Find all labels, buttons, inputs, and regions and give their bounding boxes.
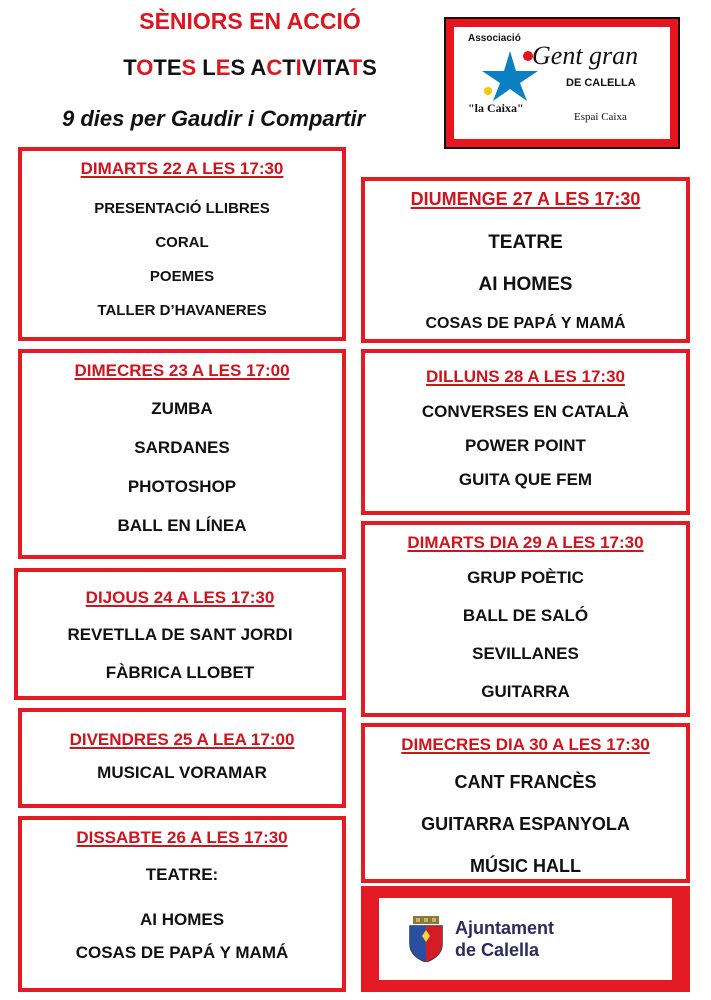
activity-item: GUITARRA ESPANYOLA xyxy=(421,814,630,834)
subtitle-part: I xyxy=(316,55,323,80)
page-title: SÈNIORS EN ACCIÓ xyxy=(139,8,361,34)
day-box-tue29 xyxy=(361,521,690,717)
activity-item: SARDANES xyxy=(134,438,230,457)
ajuntament-text-line1: Ajuntament xyxy=(455,918,554,938)
subtitle-part: C xyxy=(266,55,283,80)
activity-item: PHOTOSHOP xyxy=(127,477,237,496)
day-box-tue22 xyxy=(18,147,346,341)
activity-item: AI HOMES xyxy=(139,910,225,929)
subtitle-part: O xyxy=(136,55,154,80)
day-box-wed23 xyxy=(18,349,346,559)
ajuntament-logo xyxy=(379,898,672,980)
activity-item: SEVILLANES xyxy=(472,644,579,663)
activity-item: COSAS DE PAPÁ Y MAMÁ xyxy=(425,315,626,332)
subtitle-part: TA xyxy=(322,55,349,80)
activity-item: MÚSIC HALL xyxy=(470,856,581,876)
subtitle-part: S xyxy=(181,55,197,80)
activity-item: BALL DE SALÓ xyxy=(462,606,589,625)
day-heading: DIJOUS 24 A LES 17:30 xyxy=(85,588,275,607)
gent-gran-logo-inner xyxy=(454,27,670,139)
activity-item: FÀBRICA LLOBET xyxy=(105,663,255,682)
activity-item: GUITARRA xyxy=(481,682,570,701)
logo-town-text: DE CALELLA xyxy=(566,77,636,89)
day-box-sun27 xyxy=(361,177,690,343)
day-heading: DIMARTS DIA 29 A LES 17:30 xyxy=(407,533,644,552)
activity-item: COSAS DE PAPÁ Y MAMÁ xyxy=(75,943,289,962)
la-caixa-star-icon xyxy=(480,47,540,103)
subtitle-part: S xyxy=(230,55,246,80)
subtitle-part: A xyxy=(245,55,267,80)
day-heading: DIVENDRES 25 A LEA 17:00 xyxy=(69,730,295,749)
ajuntament-logo-box xyxy=(361,886,690,992)
subtitle-part: T xyxy=(282,55,296,80)
day-heading: DIMECRES 23 A LES 17:00 xyxy=(74,361,290,380)
logo-gent-gran-text: Gent gran xyxy=(532,41,639,70)
activity-item: POWER POINT xyxy=(465,436,586,455)
day-heading: DIUMENGE 27 A LES 17:30 xyxy=(410,189,641,209)
activity-item: GRUP POÈTIC xyxy=(467,568,584,587)
subtitle-part: V xyxy=(301,55,317,80)
subtitle-part: I xyxy=(295,55,302,80)
subtitle-part: S xyxy=(362,55,377,80)
subtitle-part: TE xyxy=(153,55,182,80)
day-heading: DILLUNS 28 A LES 17:30 xyxy=(425,367,626,386)
day-box-wed30 xyxy=(361,723,690,883)
page-subtitle xyxy=(0,55,500,81)
subtitle-part: E xyxy=(215,55,231,80)
logo-la-caixa-text: "la Caixa" xyxy=(468,101,524,115)
subtitle-part: T xyxy=(348,55,363,80)
day-box-thu24 xyxy=(14,568,346,700)
day-heading: DIMECRES DIA 30 A LES 17:30 xyxy=(401,735,650,754)
logo-espai-caixa-text: Espai Caixa xyxy=(574,111,627,123)
activity-item: CONVERSES EN CATALÀ xyxy=(421,402,630,421)
ajuntament-text-line2: de Calella xyxy=(455,940,540,960)
activity-item-main: TEATRE: xyxy=(145,865,219,884)
subtitle-part: L xyxy=(196,55,216,80)
page-tagline: 9 dies per Gaudir i Compartir xyxy=(62,106,366,131)
coat-of-arms-icon xyxy=(407,916,445,962)
activity-item: REVETLLA DE SANT JORDI xyxy=(67,625,293,644)
activity-item: ZUMBA xyxy=(151,399,213,418)
activity-item: GUITA QUE FEM xyxy=(458,470,593,489)
activity-item: CANT FRANCÈS xyxy=(454,772,597,792)
activity-item: AI HOMES xyxy=(478,274,573,295)
subtitle-part: T xyxy=(123,55,137,80)
activity-item: BALL EN LÍNEA xyxy=(117,516,247,535)
gent-gran-logo xyxy=(444,17,680,149)
activity-item: POEMES xyxy=(149,268,215,285)
day-heading: DIMARTS 22 A LES 17:30 xyxy=(80,159,284,178)
activity-item: CORAL xyxy=(155,234,209,251)
logo-assoc-text: Associació xyxy=(468,33,521,44)
activity-item: MUSICAL VORAMAR xyxy=(97,763,267,782)
day-heading: DISSABTE 26 A LES 17:30 xyxy=(76,828,288,847)
day-box-fri25 xyxy=(18,708,346,808)
activity-item: PRESENTACIÓ LLIBRES xyxy=(94,200,270,217)
day-box-mon28 xyxy=(361,349,690,515)
day-box-sat26 xyxy=(18,816,346,992)
activity-item: TALLER D’HAVANERES xyxy=(97,302,267,319)
activity-item: TEATRE xyxy=(488,232,563,253)
